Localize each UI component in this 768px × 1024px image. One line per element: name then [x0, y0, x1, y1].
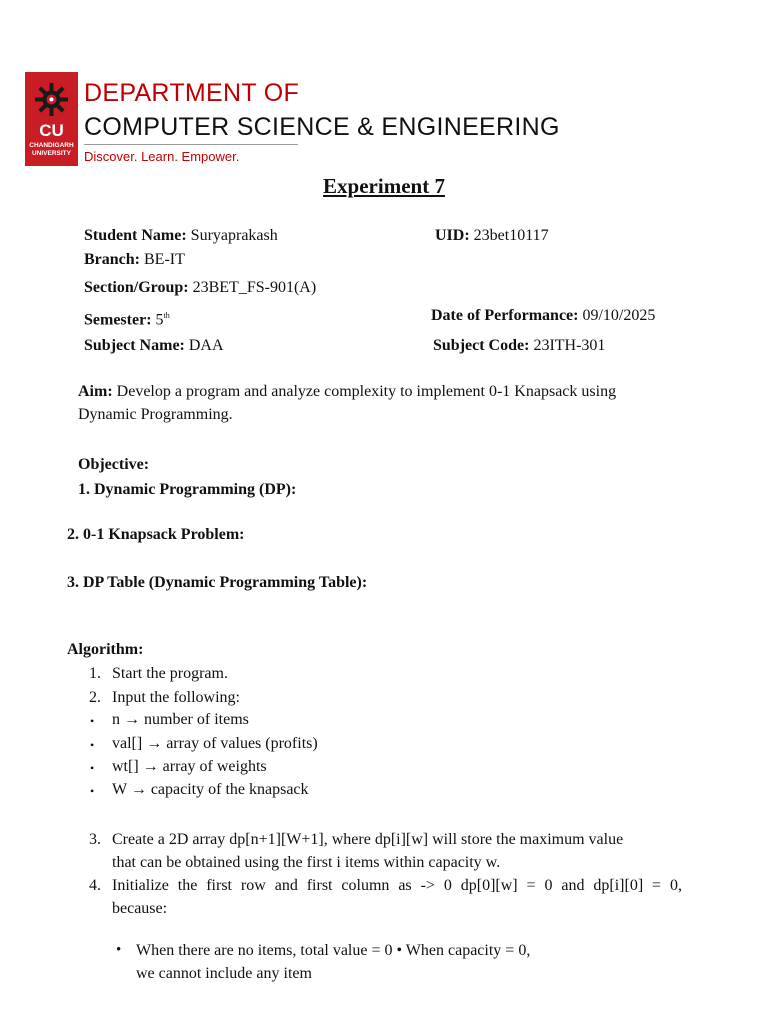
bullet-icon: • — [90, 784, 95, 798]
aim-text-1: Develop a program and analyze complexity to implement 0-1 Knapsack using — [116, 383, 617, 400]
student-name-value: Suryaprakash — [190, 227, 278, 244]
input-item-1: n → number of items — [112, 711, 249, 728]
step-3-number: 3. — [89, 831, 101, 848]
objective-item-3: 3. DP Table (Dynamic Programming Table): — [67, 574, 368, 591]
subject-name-value: DAA — [188, 337, 224, 354]
bullet-icon: • — [90, 714, 95, 728]
semester-row — [84, 306, 170, 330]
uid-row — [435, 226, 549, 246]
section-value: 23BET_FS-901(A) — [192, 279, 317, 296]
bullet-icon: • — [116, 942, 122, 958]
bullet-icon: • — [90, 761, 95, 775]
note-text-1: When there are no items, total value = 0 • When capacity = 0, — [136, 942, 531, 959]
semester-value: 5 — [155, 311, 164, 329]
subject-name-label: Subject Name: — [84, 337, 185, 354]
aim-label: Aim: — [78, 383, 113, 400]
tagline-divider — [84, 144, 298, 145]
tagline: Discover. Learn. Empower. — [84, 149, 240, 164]
aim-line-1 — [78, 382, 616, 402]
student-name-row — [84, 226, 278, 246]
department-line-1: DEPARTMENT OF — [84, 79, 300, 107]
step-2-number: 2. — [89, 689, 101, 706]
branch-label: Branch: — [84, 251, 140, 268]
date-of-performance-row — [431, 306, 655, 326]
date-of-performance-label: Date of Performance: — [431, 307, 579, 324]
step-3-text-2: that can be obtained using the first i items within capacity w. — [112, 854, 501, 871]
bullet-icon: • — [90, 738, 95, 752]
objective-label: Objective: — [78, 456, 150, 473]
uid-label: UID: — [435, 227, 470, 244]
input-item-2: val[] → array of values (profits) — [112, 735, 318, 752]
note-text-2: we cannot include any item — [136, 965, 312, 982]
input-item-3: wt[] → array of weights — [112, 758, 267, 775]
logo-university-text: CHANDIGARH UNIVERSITY — [29, 142, 74, 157]
uid-value: 23bet10117 — [473, 227, 549, 244]
objective-item-1: 1. Dynamic Programming (DP): — [78, 481, 297, 498]
step-1-text: Start the program. — [112, 665, 228, 682]
section-label: Section/Group: — [84, 279, 189, 296]
subject-code-row — [433, 336, 605, 356]
step-4-number: 4. — [89, 877, 101, 894]
input-item-4: W → capacity of the knapsack — [112, 781, 309, 798]
page-title: Experiment 7 — [323, 174, 445, 198]
branch-value: BE-IT — [144, 251, 185, 268]
student-name-label: Student Name: — [84, 227, 187, 244]
step-3-text-1: Create a 2D array dp[n+1][W+1], where dp[i][w] will store the maximum value — [112, 831, 624, 848]
step-2-text: Input the following: — [112, 689, 240, 706]
university-logo — [25, 72, 78, 166]
gear-emblem-icon — [31, 79, 72, 120]
branch-row — [84, 250, 185, 270]
semester-suffix: th — [163, 311, 170, 320]
subject-code-label: Subject Code: — [433, 337, 530, 354]
step-1-number: 1. — [89, 665, 101, 682]
step-4-text-1: Initialize the first row and first column as -> 0 dp[0][w] = 0 and dp[i][0] = 0, — [112, 877, 682, 894]
step-4-text-2: because: — [112, 900, 168, 917]
objective-item-2: 2. 0-1 Knapsack Problem: — [67, 526, 245, 543]
logo-cu-text: CU — [39, 121, 64, 140]
section-row — [84, 278, 316, 298]
subject-name-row — [84, 336, 224, 356]
aim-text-2: Dynamic Programming. — [78, 406, 233, 423]
subject-code-value: 23ITH-301 — [533, 337, 606, 354]
department-line-2: COMPUTER SCIENCE & ENGINEERING — [84, 113, 560, 141]
semester-label: Semester: — [84, 311, 152, 329]
date-of-performance-value: 09/10/2025 — [582, 307, 656, 324]
algorithm-label: Algorithm: — [67, 641, 144, 658]
